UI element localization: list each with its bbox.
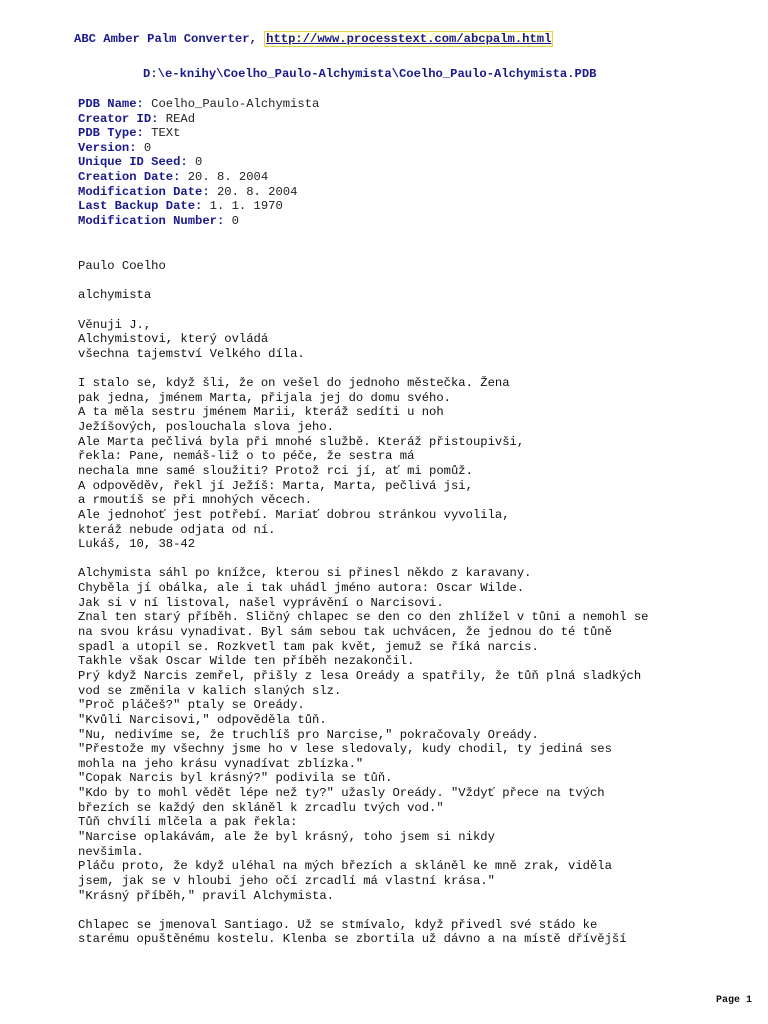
meta-value: REAd — [158, 111, 196, 126]
paragraph — [78, 259, 748, 274]
paragraph-gap — [78, 274, 748, 289]
text-line: a rmoutíš se při mnohých věcech. — [78, 493, 313, 508]
text-line: "Přestože my všechny jsme ho v lese sledovaly, kudy chodil, ty jediná ses — [78, 742, 612, 757]
text-line: jsem, jak se v hloubi jeho očí zrcadlí má vlastní krása." — [78, 873, 495, 888]
meta-row — [78, 97, 319, 112]
paragraph-gap — [78, 552, 748, 567]
paragraph — [78, 566, 748, 903]
file-path: D:\e-knihy\Coelho_Paulo-Alchymista\Coelho_Paulo-Alchymista.PDB — [143, 67, 597, 81]
text-line: nechala mne samé sloužiti? Protož rci jí, ať mi pomůž. — [78, 463, 473, 478]
text-line: "Narcise oplakávám, ale že byl krásný, toho jsem si nikdy — [78, 829, 495, 844]
text-line: alchymista — [78, 288, 152, 303]
text-line: Prý když Narcis zemřel, přišly z lesa Oreády a spatřily, že tůň plná sladkých — [78, 668, 642, 683]
converter-title: ABC Amber Palm Converter, — [74, 32, 257, 46]
meta-value: 0 — [224, 213, 239, 228]
text-line: Takhle však Oscar Wilde ten příběh nezakončil. — [78, 654, 415, 669]
text-line: Tůň chvíli mlčela a pak řekla: — [78, 815, 298, 830]
meta-key: Version: — [78, 140, 137, 155]
text-line: "Kvůli Narcisovi," odpověděla tůň. — [78, 712, 327, 727]
meta-key: Modification Number: — [78, 213, 225, 228]
meta-value: TEXt — [143, 126, 181, 141]
text-line: spadl a utopil se. Rozkvetl tam pak květ, jemuž se říká narcis. — [78, 639, 539, 654]
text-line: "Proč pláčeš?" ptaly se Oreády. — [78, 698, 305, 713]
text-line: březích se každý den skláněl k zrcadlu tvých vod." — [78, 800, 444, 815]
text-line: Věnuji J., — [78, 317, 152, 332]
meta-row — [78, 199, 319, 214]
text-line: Alchymistovi, který ovládá — [78, 332, 269, 347]
meta-value: 1. 1. 1970 — [202, 199, 283, 214]
text-line: I stalo se, když šli, že on vešel do jednoho městečka. Žena — [78, 376, 510, 391]
paragraph-gap — [78, 303, 748, 318]
paragraph — [78, 918, 748, 947]
meta-row — [78, 155, 319, 170]
document-body — [78, 259, 748, 947]
meta-row — [78, 126, 319, 141]
meta-value: 20. 8. 2004 — [209, 184, 298, 199]
converter-header — [74, 32, 553, 46]
text-line: A ta měla sestru jménem Marii, kteráž sedíti u noh — [78, 405, 444, 420]
text-line: kteráž nebude odjata od ní. — [78, 522, 276, 537]
paragraph — [78, 376, 748, 552]
meta-value: 20. 8. 2004 — [180, 169, 269, 184]
text-line: řekla: Pane, nemáš-liž o to péče, že sestra má — [78, 449, 415, 464]
text-line: A odpověděv, řekl jí Ježíš: Marta, Marta, pečlivá jsi, — [78, 478, 473, 493]
meta-row — [78, 214, 319, 229]
text-line: mohla na jeho krásu vynadívat zblízka." — [78, 756, 364, 771]
text-line: Chlapec se jmenoval Santiago. Už se stmívalo, když přivedl své stádo ke — [78, 917, 598, 932]
text-line: Paulo Coelho — [78, 259, 166, 273]
text-line: Chyběla jí obálka, ale i tak uhádl jméno autora: Oscar Wilde. — [78, 581, 525, 596]
meta-key: PDB Type: — [78, 126, 144, 141]
meta-row — [78, 112, 319, 127]
meta-row — [78, 185, 319, 200]
text-line: Pláču proto, že když uléhal na mých březích a skláněl ke mně zrak, viděla — [78, 859, 612, 874]
meta-value: 0 — [136, 140, 152, 155]
paragraph — [78, 318, 748, 362]
text-line: Znal ten starý příběh. Sličný chlapec se den co den zhlížel v tůni a nemohl se — [78, 610, 649, 625]
meta-row — [78, 141, 319, 156]
text-line: "Copak Narcis byl krásný?" podivila se tůň. — [78, 771, 393, 786]
meta-key: PDB Name: — [78, 97, 144, 111]
meta-key: Last Backup Date: — [78, 199, 203, 214]
page-number: Page 1 — [715, 995, 752, 1006]
paragraph-gap — [78, 361, 748, 376]
meta-key: Creation Date: — [78, 169, 181, 184]
text-line: na svou krásu vynadivat. Byl sám sebou tak uchvácen, že jednou do té tůně — [78, 625, 612, 640]
text-line: "Nu, nedivíme se, že truchlíš pro Narcise," pokračovaly Oreády. — [78, 727, 539, 742]
text-line: všechna tajemství Velkého díla. — [78, 346, 305, 361]
text-line: starému opuštěnému kostelu. Klenba se zbortila už dávno a na místě dřívější — [78, 932, 627, 947]
meta-value: 0 — [187, 155, 203, 170]
text-line: Jak si v ní listoval, našel vyprávění o Narcisovi. — [78, 595, 444, 610]
converter-url-link[interactable]: http://www.processtext.com/abcpalm.html — [266, 32, 552, 46]
text-line: Ježíšových, poslouchala slova jeho. — [78, 420, 334, 435]
meta-key: Creator ID: — [78, 111, 159, 126]
paragraph-gap — [78, 903, 748, 918]
meta-key: Modification Date: — [78, 184, 210, 199]
meta-row — [78, 170, 319, 185]
text-line: Alchymista sáhl po knížce, kterou si přinesl někdo z karavany. — [78, 566, 532, 581]
text-line: Ale jednohoť jest potřebí. Mariať dobrou stránkou vyvolila, — [78, 507, 510, 522]
text-line: Ale Marta pečlivá byla při mnohé službě. Kteráž přistoupivši, — [78, 434, 525, 449]
text-line: "Kdo by to mohl vědět lépe než ty?" užasly Oreády. "Vždyť přece na tvých — [78, 786, 605, 801]
paragraph — [78, 288, 748, 303]
meta-key: Unique ID Seed: — [78, 155, 188, 170]
text-line: nevšimla. — [78, 844, 144, 859]
text-line: vod se změnila v kalich slaných slz. — [78, 683, 342, 698]
pdb-metadata — [78, 97, 319, 228]
text-line: pak jedna, jménem Marta, přijala jej do domu svého. — [78, 390, 451, 405]
text-line: Lukáš, 10, 38-42 — [78, 537, 196, 552]
text-line: "Krásný příběh," pravil Alchymista. — [78, 888, 334, 903]
meta-value: Coelho_Paulo-Alchymista — [143, 97, 320, 111]
